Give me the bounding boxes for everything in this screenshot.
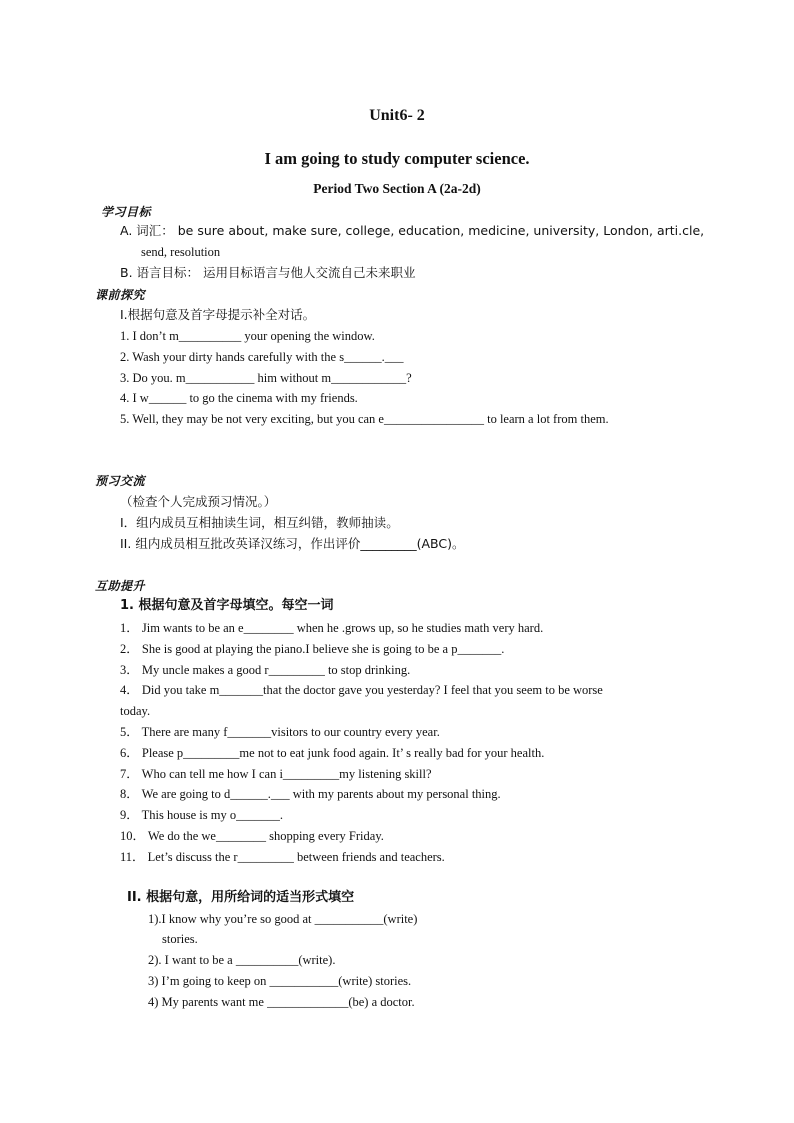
goals-heading: 学习目标 bbox=[101, 205, 152, 219]
practice-part2-title: II. 根据句意，用所给词的适当形式填空 bbox=[127, 890, 355, 905]
goals-vocab-line: A. 词汇： be sure about, make sure, college, education, medicine, university, London, arti.cle, bbox=[120, 223, 705, 238]
practice-part1-title: 1. 根据句意及首字母填空。每空一词 bbox=[120, 598, 334, 613]
practice-heading: 互助提升 bbox=[95, 579, 146, 593]
part2-item: 3) I’m going to keep on ___________(write) stories. bbox=[148, 974, 412, 988]
preview-item: 3. Do you. m___________ him without m____________? bbox=[120, 371, 412, 385]
preview-item: 5. Well, they may be not very exciting, but you can e________________ to learn a lot from them. bbox=[120, 412, 609, 426]
practice-item: 7． Who can tell me how I can i_________my listening skill? bbox=[120, 767, 432, 781]
practice-item: 6． Please p_________me not to eat junk food again. It’ s really bad for your health. bbox=[120, 746, 545, 760]
practice-item: 8． We are going to d______.___ with my parents about my personal thing. bbox=[120, 787, 501, 801]
exchange-line: II. 组内成员相互批改英译汉练习，作出评价_________(ABC)。 bbox=[120, 536, 465, 551]
practice-item: 5． There are many f_______visitors to our country every year. bbox=[120, 725, 440, 739]
practice-item: 1． Jim wants to be an e________ when he .grows up, so he studies math very hard. bbox=[120, 621, 544, 635]
exchange-line: I．组内成员互相抽读生词，相互纠错，教师抽读。 bbox=[120, 515, 399, 530]
part2-item: 1).I know why you’re so good at ___________(write) bbox=[148, 912, 418, 926]
preview-item: 1. I don’t m__________ your opening the window. bbox=[120, 329, 375, 343]
preview-item: 2. Wash your dirty hands carefully with the s______.___ bbox=[120, 350, 404, 364]
practice-item: 10． We do the we________ shopping every Friday. bbox=[120, 829, 384, 843]
part2-item: 2). I want to be a __________(write). bbox=[148, 953, 336, 967]
practice-item: 3． My uncle makes a good r_________ to stop drinking. bbox=[120, 663, 411, 677]
practice-item: 4． Did you take m_______that the doctor gave you yesterday? I feel that you seem to be worse bbox=[120, 683, 603, 697]
preview-instruction: I.根据句意及首字母提示补全对话。 bbox=[120, 307, 316, 322]
preview-item: 4. I w______ to go the cinema with my friends. bbox=[120, 391, 358, 405]
goals-language-line: B. 语言目标： 运用目标语言与他人交流自己未来职业 bbox=[120, 265, 416, 280]
practice-item: today. bbox=[120, 704, 151, 718]
practice-item: 2． She is good at playing the piano.I believe she is going to be a p_______. bbox=[120, 642, 505, 656]
exchange-heading: 预习交流 bbox=[95, 474, 146, 488]
lesson-title: I am going to study computer science. bbox=[264, 149, 530, 168]
practice-item: 11． Let’s discuss the r_________ between friends and teachers. bbox=[120, 850, 445, 864]
exchange-line: （检查个人完成预习情况。） bbox=[120, 494, 277, 509]
goals-vocab-line-cont: send, resolution bbox=[141, 245, 221, 259]
preview-heading: 课前探究 bbox=[95, 288, 146, 302]
part2-item: stories. bbox=[162, 932, 198, 946]
practice-item: 9． This house is my o_______. bbox=[120, 808, 283, 822]
period-title: Period Two Section A (2a-2d) bbox=[313, 181, 481, 196]
part2-item: 4) My parents want me _____________(be) a doctor. bbox=[148, 995, 415, 1009]
unit-title: Unit6- 2 bbox=[369, 107, 425, 124]
